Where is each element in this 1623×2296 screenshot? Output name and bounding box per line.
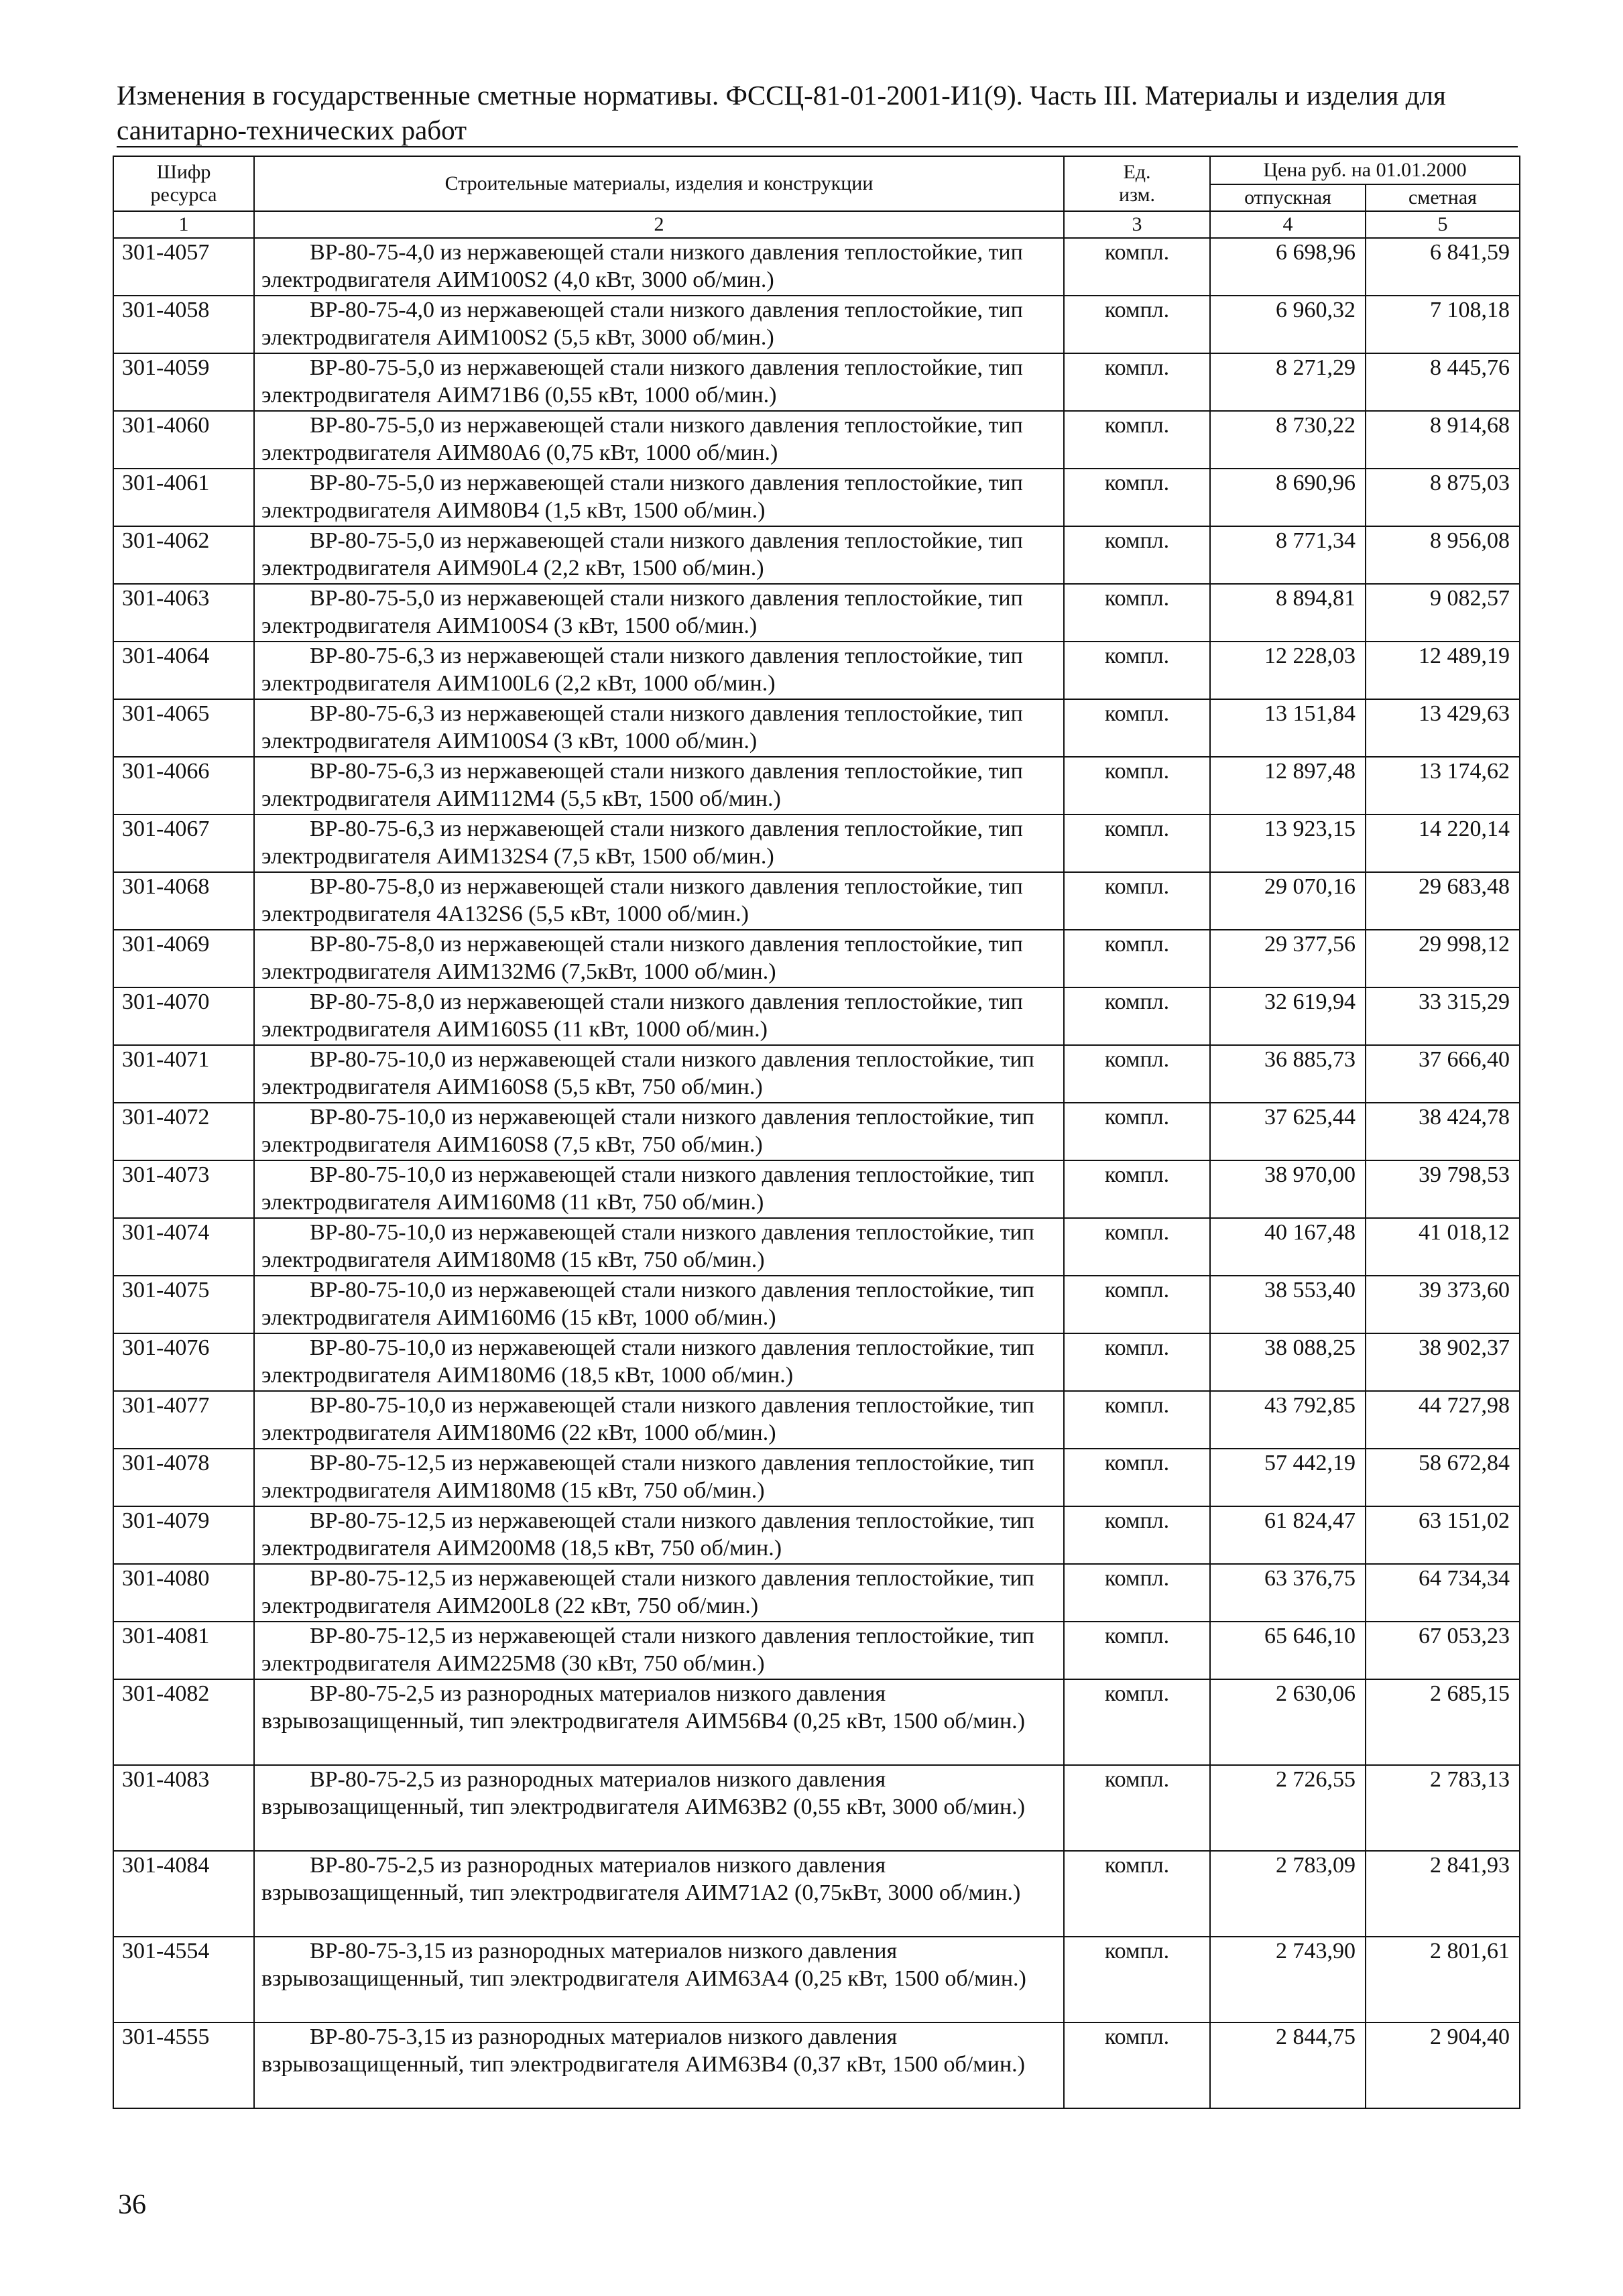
unit-of-measure: компл. <box>1064 469 1210 526</box>
material-description: ВР-80-75-12,5 из нержавеющей стали низкого давления теплостойкие, тип электродвигателя АИМ200L8 (22 кВт, 750 об/мин.) <box>254 1564 1064 1622</box>
material-description: ВР-80-75-10,0 из нержавеющей стали низкого давления теплостойкие, тип электродвигателя АИМ160S8 (7,5 кВт, 750 об/мин.) <box>254 1103 1064 1160</box>
release-price: 6 960,32 <box>1210 296 1366 353</box>
table-row <box>113 872 1520 930</box>
release-price: 2 743,90 <box>1210 1937 1366 2022</box>
header-price-estimate: сметная <box>1366 184 1520 211</box>
estimate-price: 44 727,98 <box>1366 1391 1520 1449</box>
resource-code: 301-4068 <box>113 872 254 930</box>
unit-of-measure: компл. <box>1064 1765 1210 1851</box>
material-description: ВР-80-75-10,0 из нержавеющей стали низкого давления теплостойкие, тип электродвигателя АИМ160М6 (15 кВт, 1000 об/мин.) <box>254 1276 1064 1333</box>
estimate-price: 8 445,76 <box>1366 353 1520 411</box>
table-row <box>113 1937 1520 2022</box>
estimate-price: 39 798,53 <box>1366 1160 1520 1218</box>
unit-of-measure: компл. <box>1064 1679 1210 1765</box>
table-row <box>113 1391 1520 1449</box>
estimate-price: 13 174,62 <box>1366 757 1520 814</box>
material-description: ВР-80-75-12,5 из нержавеющей стали низкого давления теплостойкие, тип электродвигателя АИМ200М8 (18,5 кВт, 750 об/мин.) <box>254 1506 1064 1564</box>
table-row <box>113 1103 1520 1160</box>
resource-code: 301-4063 <box>113 584 254 642</box>
page-number: 36 <box>118 2189 146 2220</box>
estimate-price: 2 841,93 <box>1366 1851 1520 1937</box>
resource-code: 301-4060 <box>113 411 254 469</box>
release-price: 2 783,09 <box>1210 1851 1366 1937</box>
estimate-price: 33 315,29 <box>1366 987 1520 1045</box>
estimate-price: 39 373,60 <box>1366 1276 1520 1333</box>
header-rule <box>117 146 1518 147</box>
release-price: 29 377,56 <box>1210 930 1366 987</box>
material-description: ВР-80-75-12,5 из нержавеющей стали низкого давления теплостойкие, тип электродвигателя АИМ180М8 (15 кВт, 750 об/мин.) <box>254 1449 1064 1506</box>
resource-code: 301-4554 <box>113 1937 254 2022</box>
release-price: 2 726,55 <box>1210 1765 1366 1851</box>
material-description: ВР-80-75-6,3 из нержавеющей стали низкого давления теплостойкие, тип электродвигателя АИМ132S4 (7,5 кВт, 1500 об/мин.) <box>254 814 1064 872</box>
release-price: 40 167,48 <box>1210 1218 1366 1276</box>
price-table-body <box>113 238 1520 2108</box>
document-header-line-1: Изменения в государственные сметные нормативы. ФССЦ-81-01-2001-И1(9). Часть III. Материалы и изделия для <box>117 80 1446 111</box>
resource-code: 301-4057 <box>113 238 254 296</box>
release-price: 8 730,22 <box>1210 411 1366 469</box>
header-unit <box>1064 156 1210 211</box>
resource-code: 301-4074 <box>113 1218 254 1276</box>
material-description: ВР-80-75-6,3 из нержавеющей стали низкого давления теплостойкие, тип электродвигателя АИМ112М4 (5,5 кВт, 1500 об/мин.) <box>254 757 1064 814</box>
column-number: 1 <box>113 211 254 238</box>
resource-code: 301-4555 <box>113 2022 254 2108</box>
document-header-line-2: санитарно-технических работ <box>117 115 467 145</box>
header-code-line-2: ресурса <box>150 184 217 206</box>
unit-of-measure: компл. <box>1064 872 1210 930</box>
release-price: 36 885,73 <box>1210 1045 1366 1103</box>
resource-code: 301-4078 <box>113 1449 254 1506</box>
estimate-price: 7 108,18 <box>1366 296 1520 353</box>
header-price-group: Цена руб. на 01.01.2000 <box>1210 156 1520 184</box>
release-price: 13 923,15 <box>1210 814 1366 872</box>
table-row <box>113 2022 1520 2108</box>
estimate-price: 14 220,14 <box>1366 814 1520 872</box>
resource-code: 301-4069 <box>113 930 254 987</box>
header-code-line-1: Шифр <box>156 161 211 183</box>
estimate-price: 38 424,78 <box>1366 1103 1520 1160</box>
table-row <box>113 1449 1520 1506</box>
unit-of-measure: компл. <box>1064 642 1210 699</box>
resource-code: 301-4080 <box>113 1564 254 1622</box>
release-price: 63 376,75 <box>1210 1564 1366 1622</box>
table-row <box>113 353 1520 411</box>
unit-of-measure: компл. <box>1064 757 1210 814</box>
header-price-release: отпускная <box>1210 184 1366 211</box>
estimate-price: 37 666,40 <box>1366 1045 1520 1103</box>
estimate-price: 2 904,40 <box>1366 2022 1520 2108</box>
resource-code: 301-4077 <box>113 1391 254 1449</box>
estimate-price: 12 489,19 <box>1366 642 1520 699</box>
resource-code: 301-4079 <box>113 1506 254 1564</box>
release-price: 8 771,34 <box>1210 526 1366 584</box>
header-unit-line-2: изм. <box>1119 184 1155 206</box>
material-description: ВР-80-75-8,0 из нержавеющей стали низкого давления теплостойкие, тип электродвигателя 4А132S6 (5,5 кВт, 1000 об/мин.) <box>254 872 1064 930</box>
table-row <box>113 1160 1520 1218</box>
column-numbers-row <box>113 211 1520 238</box>
material-description: ВР-80-75-6,3 из нержавеющей стали низкого давления теплостойкие, тип электродвигателя АИМ100S4 (3 кВт, 1000 об/мин.) <box>254 699 1064 757</box>
unit-of-measure: компл. <box>1064 1276 1210 1333</box>
unit-of-measure: компл. <box>1064 1218 1210 1276</box>
material-description: ВР-80-75-10,0 из нержавеющей стали низкого давления теплостойкие, тип электродвигателя АИМ180М6 (22 кВт, 1000 об/мин.) <box>254 1391 1064 1449</box>
estimate-price: 29 998,12 <box>1366 930 1520 987</box>
material-description: ВР-80-75-2,5 из разнородных материалов низкого давления взрывозащищенный, тип электродвигателя АИМ56В4 (0,25 кВт, 1500 об/мин.) <box>254 1679 1064 1765</box>
release-price: 37 625,44 <box>1210 1103 1366 1160</box>
unit-of-measure: компл. <box>1064 411 1210 469</box>
material-description: ВР-80-75-2,5 из разнородных материалов низкого давления взрывозащищенный, тип электродвигателя АИМ71А2 (0,75кВт, 3000 об/мин.) <box>254 1851 1064 1937</box>
estimate-price: 6 841,59 <box>1366 238 1520 296</box>
material-description: ВР-80-75-5,0 из нержавеющей стали низкого давления теплостойкие, тип электродвигателя АИМ90L4 (2,2 кВт, 1500 об/мин.) <box>254 526 1064 584</box>
material-description: ВР-80-75-5,0 из нержавеющей стали низкого давления теплостойкие, тип электродвигателя АИМ100S4 (3 кВт, 1500 об/мин.) <box>254 584 1064 642</box>
estimate-price: 2 783,13 <box>1366 1765 1520 1851</box>
unit-of-measure: компл. <box>1064 1622 1210 1679</box>
resource-code: 301-4064 <box>113 642 254 699</box>
unit-of-measure: компл. <box>1064 930 1210 987</box>
material-description: ВР-80-75-5,0 из нержавеющей стали низкого давления теплостойкие, тип электродвигателя АИМ80А6 (0,75 кВт, 1000 об/мин.) <box>254 411 1064 469</box>
resource-code: 301-4082 <box>113 1679 254 1765</box>
material-description: ВР-80-75-12,5 из нержавеющей стали низкого давления теплостойкие, тип электродвигателя АИМ225М8 (30 кВт, 750 об/мин.) <box>254 1622 1064 1679</box>
table-row <box>113 1506 1520 1564</box>
resource-code: 301-4073 <box>113 1160 254 1218</box>
material-description: ВР-80-75-3,15 из разнородных материалов низкого давления взрывозащищенный, тип электродвигателя АИМ63В4 (0,37 кВт, 1500 об/мин.) <box>254 2022 1064 2108</box>
table-row <box>113 987 1520 1045</box>
material-description: ВР-80-75-8,0 из нержавеющей стали низкого давления теплостойкие, тип электродвигателя АИМ132М6 (7,5кВт, 1000 об/мин.) <box>254 930 1064 987</box>
unit-of-measure: компл. <box>1064 584 1210 642</box>
table-row <box>113 238 1520 296</box>
release-price: 2 844,75 <box>1210 2022 1366 2108</box>
price-table <box>113 156 1520 2109</box>
unit-of-measure: компл. <box>1064 1449 1210 1506</box>
resource-code: 301-4061 <box>113 469 254 526</box>
material-description: ВР-80-75-10,0 из нержавеющей стали низкого давления теплостойкие, тип электродвигателя АИМ180М8 (15 кВт, 750 об/мин.) <box>254 1218 1064 1276</box>
estimate-price: 64 734,34 <box>1366 1564 1520 1622</box>
column-number: 4 <box>1210 211 1366 238</box>
release-price: 6 698,96 <box>1210 238 1366 296</box>
table-row <box>113 526 1520 584</box>
unit-of-measure: компл. <box>1064 296 1210 353</box>
unit-of-measure: компл. <box>1064 1506 1210 1564</box>
release-price: 8 894,81 <box>1210 584 1366 642</box>
material-description: ВР-80-75-4,0 из нержавеющей стали низкого давления теплостойкие, тип электродвигателя АИМ100S2 (4,0 кВт, 3000 об/мин.) <box>254 238 1064 296</box>
table-row <box>113 814 1520 872</box>
resource-code: 301-4081 <box>113 1622 254 1679</box>
estimate-price: 13 429,63 <box>1366 699 1520 757</box>
resource-code: 301-4084 <box>113 1851 254 1937</box>
estimate-price: 67 053,23 <box>1366 1622 1520 1679</box>
table-row <box>113 1276 1520 1333</box>
material-description: ВР-80-75-5,0 из нержавеющей стали низкого давления теплостойкие, тип электродвигателя АИМ71В6 (0,55 кВт, 1000 об/мин.) <box>254 353 1064 411</box>
unit-of-measure: компл. <box>1064 1851 1210 1937</box>
document-header <box>117 78 1518 147</box>
table-row <box>113 1765 1520 1851</box>
material-description: ВР-80-75-10,0 из нержавеющей стали низкого давления теплостойкие, тип электродвигателя АИМ160S8 (5,5 кВт, 750 об/мин.) <box>254 1045 1064 1103</box>
material-description: ВР-80-75-10,0 из нержавеющей стали низкого давления теплостойкие, тип электродвигателя АИМ160М8 (11 кВт, 750 об/мин.) <box>254 1160 1064 1218</box>
material-description: ВР-80-75-4,0 из нержавеющей стали низкого давления теплостойкие, тип электродвигателя АИМ100S2 (5,5 кВт, 3000 об/мин.) <box>254 296 1064 353</box>
column-number: 3 <box>1064 211 1210 238</box>
unit-of-measure: компл. <box>1064 2022 1210 2108</box>
material-description: ВР-80-75-5,0 из нержавеющей стали низкого давления теплостойкие, тип электродвигателя АИМ80В4 (1,5 кВт, 1500 об/мин.) <box>254 469 1064 526</box>
release-price: 57 442,19 <box>1210 1449 1366 1506</box>
release-price: 8 271,29 <box>1210 353 1366 411</box>
unit-of-measure: компл. <box>1064 1391 1210 1449</box>
material-description: ВР-80-75-3,15 из разнородных материалов низкого давления взрывозащищенный, тип электродвигателя АИМ63А4 (0,25 кВт, 1500 об/мин.) <box>254 1937 1064 2022</box>
release-price: 38 553,40 <box>1210 1276 1366 1333</box>
table-row <box>113 469 1520 526</box>
resource-code: 301-4065 <box>113 699 254 757</box>
unit-of-measure: компл. <box>1064 1103 1210 1160</box>
table-row <box>113 411 1520 469</box>
release-price: 2 630,06 <box>1210 1679 1366 1765</box>
table-row <box>113 1218 1520 1276</box>
unit-of-measure: компл. <box>1064 238 1210 296</box>
estimate-price: 2 801,61 <box>1366 1937 1520 2022</box>
estimate-price: 58 672,84 <box>1366 1449 1520 1506</box>
table-row <box>113 699 1520 757</box>
resource-code: 301-4076 <box>113 1333 254 1391</box>
estimate-price: 9 082,57 <box>1366 584 1520 642</box>
header-description: Строительные материалы, изделия и конструкции <box>254 156 1064 211</box>
unit-of-measure: компл. <box>1064 1333 1210 1391</box>
material-description: ВР-80-75-10,0 из нержавеющей стали низкого давления теплостойкие, тип электродвигателя АИМ180М6 (18,5 кВт, 1000 об/мин.) <box>254 1333 1064 1391</box>
release-price: 29 070,16 <box>1210 872 1366 930</box>
release-price: 12 897,48 <box>1210 757 1366 814</box>
unit-of-measure: компл. <box>1064 526 1210 584</box>
release-price: 13 151,84 <box>1210 699 1366 757</box>
header-unit-line-1: Ед. <box>1123 161 1151 183</box>
table-row <box>113 1333 1520 1391</box>
resource-code: 301-4072 <box>113 1103 254 1160</box>
unit-of-measure: компл. <box>1064 814 1210 872</box>
resource-code: 301-4071 <box>113 1045 254 1103</box>
release-price: 8 690,96 <box>1210 469 1366 526</box>
header-code <box>113 156 254 211</box>
unit-of-measure: компл. <box>1064 353 1210 411</box>
table-row <box>113 1851 1520 1937</box>
estimate-price: 29 683,48 <box>1366 872 1520 930</box>
resource-code: 301-4075 <box>113 1276 254 1333</box>
resource-code: 301-4058 <box>113 296 254 353</box>
resource-code: 301-4066 <box>113 757 254 814</box>
unit-of-measure: компл. <box>1064 1564 1210 1622</box>
resource-code: 301-4067 <box>113 814 254 872</box>
unit-of-measure: компл. <box>1064 1160 1210 1218</box>
release-price: 32 619,94 <box>1210 987 1366 1045</box>
resource-code: 301-4062 <box>113 526 254 584</box>
resource-code: 301-4059 <box>113 353 254 411</box>
unit-of-measure: компл. <box>1064 1045 1210 1103</box>
unit-of-measure: компл. <box>1064 987 1210 1045</box>
release-price: 61 824,47 <box>1210 1506 1366 1564</box>
unit-of-measure: компл. <box>1064 699 1210 757</box>
resource-code: 301-4070 <box>113 987 254 1045</box>
release-price: 12 228,03 <box>1210 642 1366 699</box>
release-price: 43 792,85 <box>1210 1391 1366 1449</box>
estimate-price: 41 018,12 <box>1366 1218 1520 1276</box>
estimate-price: 38 902,37 <box>1366 1333 1520 1391</box>
resource-code: 301-4083 <box>113 1765 254 1851</box>
material-description: ВР-80-75-8,0 из нержавеющей стали низкого давления теплостойкие, тип электродвигателя АИМ160S5 (11 кВт, 1000 об/мин.) <box>254 987 1064 1045</box>
estimate-price: 63 151,02 <box>1366 1506 1520 1564</box>
table-row <box>113 584 1520 642</box>
estimate-price: 8 914,68 <box>1366 411 1520 469</box>
estimate-price: 2 685,15 <box>1366 1679 1520 1765</box>
estimate-price: 8 875,03 <box>1366 469 1520 526</box>
table-row <box>113 1045 1520 1103</box>
table-row <box>113 1564 1520 1622</box>
price-table-header <box>113 156 1520 238</box>
material-description: ВР-80-75-2,5 из разнородных материалов низкого давления взрывозащищенный, тип электродвигателя АИМ63В2 (0,55 кВт, 3000 об/мин.) <box>254 1765 1064 1851</box>
table-row <box>113 757 1520 814</box>
column-number: 2 <box>254 211 1064 238</box>
table-row <box>113 1622 1520 1679</box>
table-row <box>113 930 1520 987</box>
unit-of-measure: компл. <box>1064 1937 1210 2022</box>
table-row <box>113 296 1520 353</box>
material-description: ВР-80-75-6,3 из нержавеющей стали низкого давления теплостойкие, тип электродвигателя АИМ100L6 (2,2 кВт, 1000 об/мин.) <box>254 642 1064 699</box>
release-price: 38 088,25 <box>1210 1333 1366 1391</box>
release-price: 38 970,00 <box>1210 1160 1366 1218</box>
table-row <box>113 642 1520 699</box>
column-number: 5 <box>1366 211 1520 238</box>
table-row <box>113 1679 1520 1765</box>
release-price: 65 646,10 <box>1210 1622 1366 1679</box>
estimate-price: 8 956,08 <box>1366 526 1520 584</box>
